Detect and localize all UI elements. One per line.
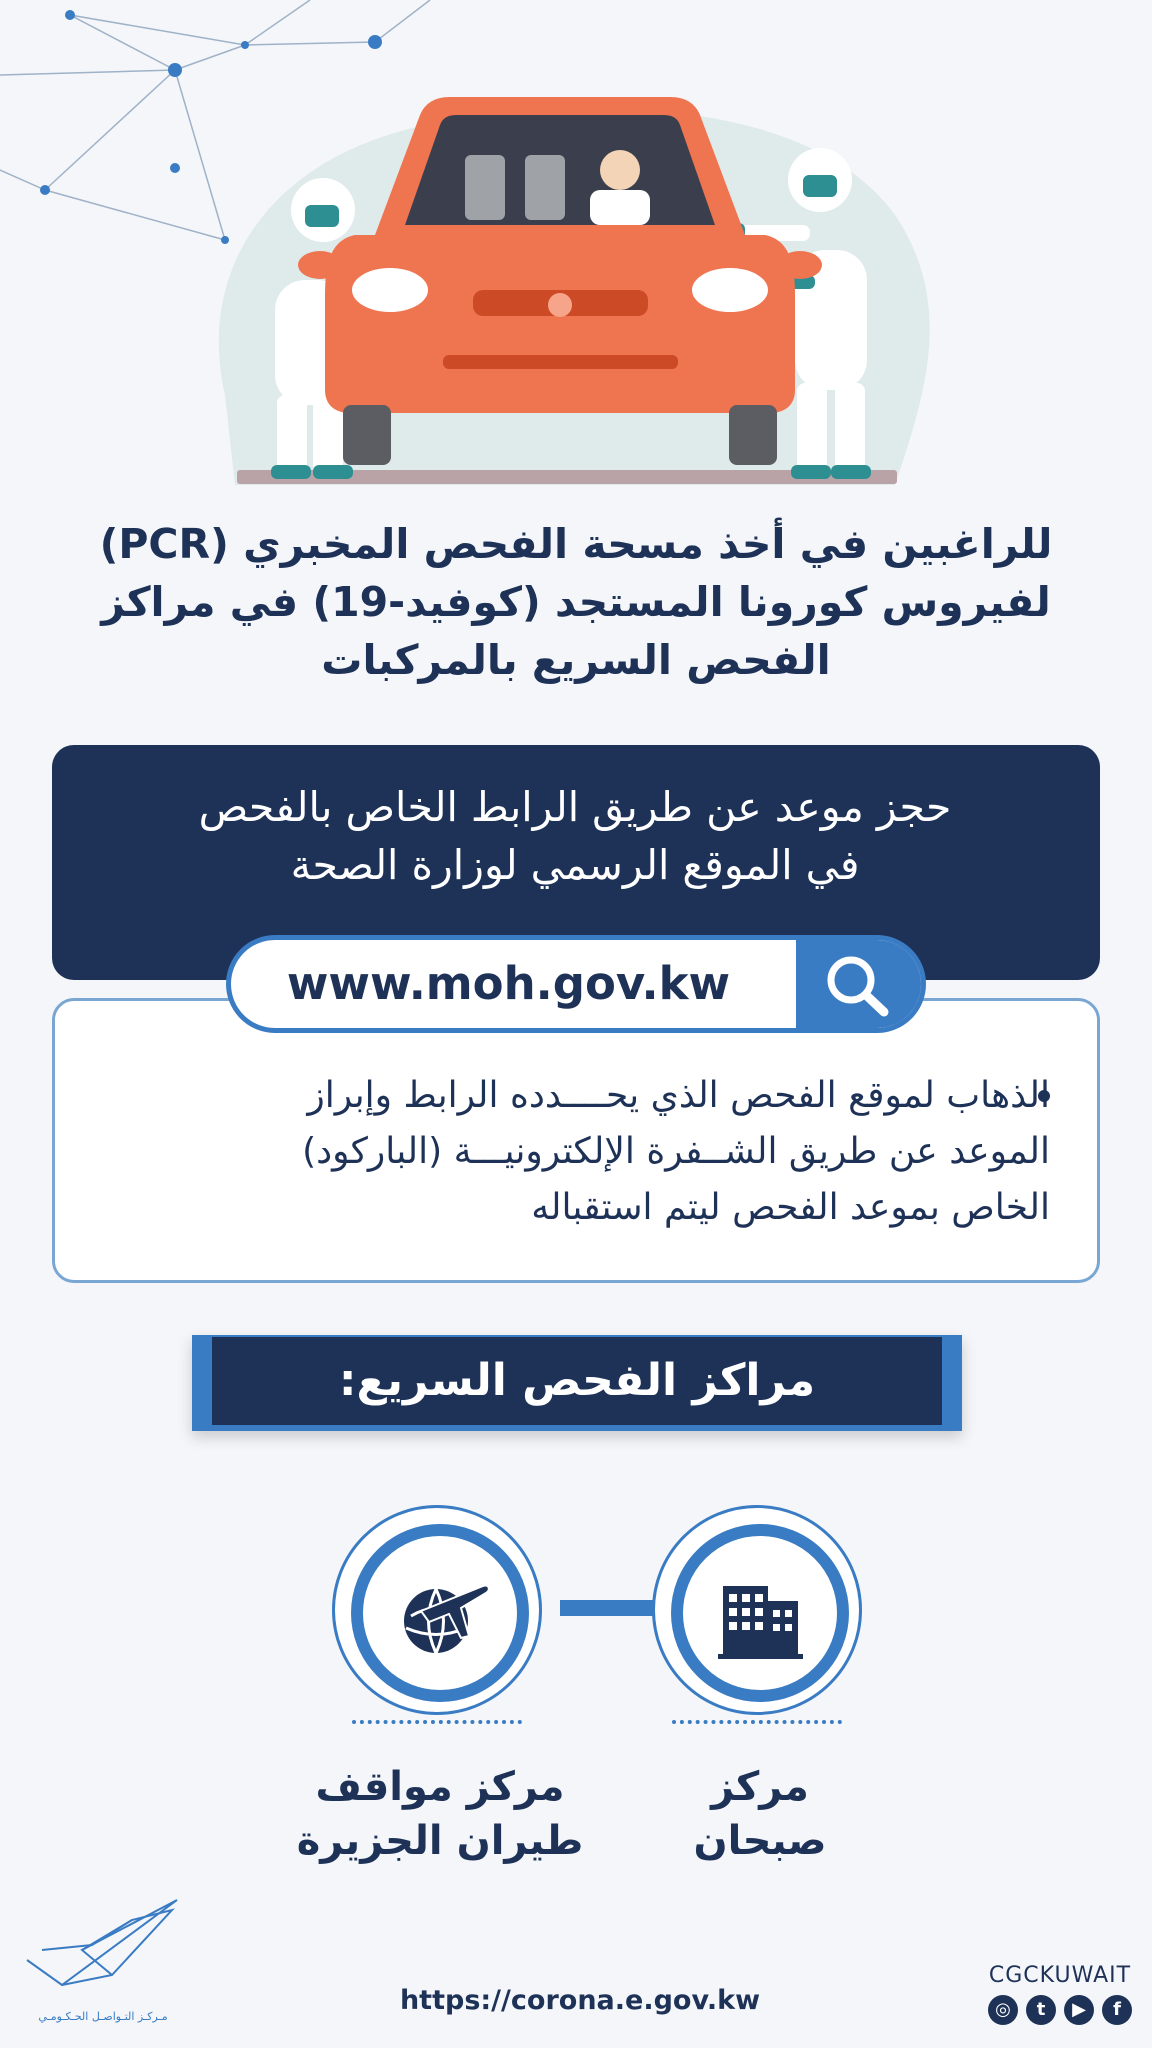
facebook-icon[interactable]: f	[1102, 1995, 1132, 2025]
buildings-icon	[713, 1566, 808, 1661]
airplane-globe-icon	[391, 1566, 491, 1661]
government-communication-logo	[22, 1890, 182, 2000]
jazeera-center-badge	[332, 1505, 542, 1715]
sabhan-center-badge	[652, 1505, 862, 1715]
instructions-line-3: الخاص بموعد الفحص ليتم استقباله	[531, 1187, 1050, 1228]
headline-line-2: لفيروس كورونا المستجد (كوفيد-19) في مراكز	[101, 578, 1051, 626]
jazeera-label-line-1: مركز مواقف	[315, 1764, 565, 1810]
social-handle[interactable]: CGCKUWAIT	[988, 1963, 1132, 1988]
instructions-line-1: الذهاب لموقع الفحص الذي يحــــدده الرابط وإبراز	[307, 1075, 1050, 1116]
headline-line-3: الفحص السريع بالمركبات	[321, 636, 831, 684]
headline-line-1: للراغبين في أخذ مسحة الفحص المخبري (PCR)	[99, 520, 1053, 568]
social-icons	[988, 1995, 1138, 2027]
search-icon	[796, 940, 921, 1028]
instructions-text	[130, 1068, 1050, 1236]
logo-text: مـركـز التـواصـل الحـكـومـي	[38, 2010, 168, 2023]
drive-through-illustration	[195, 65, 955, 505]
sabhan-label-line-1: مركز	[711, 1764, 809, 1810]
instructions-line-2: الموعد عن طريق الشــفرة الإلكترونيـــة (الباركود)	[302, 1131, 1050, 1172]
jazeera-center-label	[270, 1760, 610, 1868]
website-url-bar[interactable]	[226, 935, 926, 1033]
booking-line-1: حجز موعد عن طريق الرابط الخاص بالفحص	[198, 783, 952, 831]
booking-text	[80, 778, 1070, 894]
sabhan-label-line-2: صبحان	[693, 1818, 827, 1864]
search-button[interactable]	[796, 940, 921, 1028]
footer-url[interactable]: https://corona.e.gov.kw	[399, 1985, 761, 2016]
website-url[interactable]: www.moh.gov.kw	[286, 957, 731, 1010]
centers-heading: مراكز الفحص السريع:	[212, 1337, 942, 1425]
jazeera-label-line-2: طيران الجزيرة	[296, 1818, 584, 1864]
sabhan-dots	[672, 1700, 842, 1724]
youtube-icon[interactable]: ▶	[1064, 1995, 1094, 2025]
sabhan-center-label	[640, 1760, 880, 1868]
twitter-icon[interactable]: t	[1026, 1995, 1056, 2025]
headline	[40, 515, 1112, 689]
booking-line-2: في الموقع الرسمي لوزارة الصحة	[290, 841, 860, 889]
jazeera-dots	[352, 1700, 522, 1724]
instagram-icon[interactable]: ◎	[988, 1995, 1018, 2025]
